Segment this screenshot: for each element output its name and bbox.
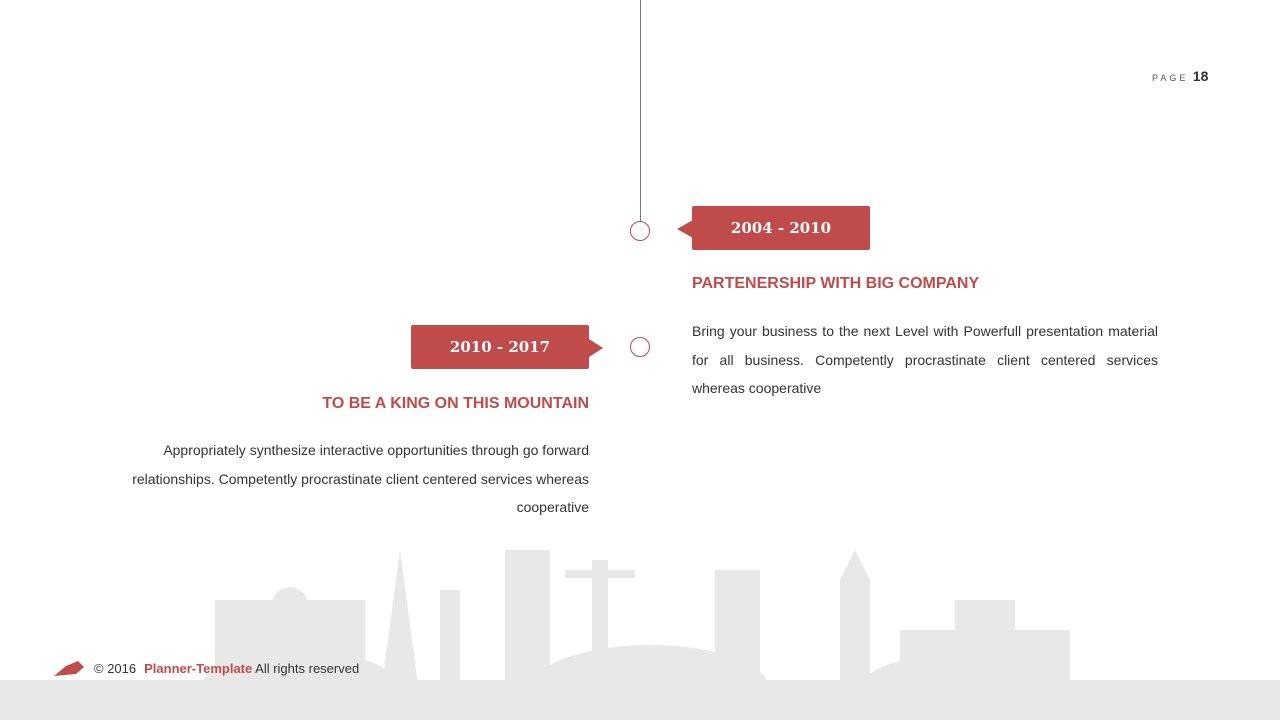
pen-nib-icon [52, 658, 86, 678]
timeline-node [630, 337, 650, 357]
year-tag: 2004 - 2010 [692, 206, 870, 250]
page-number: 18 [1192, 68, 1209, 84]
copyright: © 2016 [94, 660, 137, 676]
footer [52, 658, 359, 678]
rights-text: All rights reserved [255, 660, 360, 676]
timeline-line [640, 0, 641, 221]
tag-pointer [589, 339, 603, 357]
milestone-text: Bring your business to the next Level with Powerfull presentation material for all business. Competently procrastinate client centered services whereas cooperative [692, 323, 1158, 396]
milestone-text: Appropriately synthesize interactive opportunities through go forward relationships. Competently procrastinate client centered services whereas cooperative [132, 442, 589, 515]
page-indicator [1152, 68, 1208, 86]
timeline-node [630, 221, 650, 241]
brand-name: Planner-Template [144, 660, 253, 676]
milestone-title: TO BE A KING ON THIS MOUNTAIN [322, 395, 589, 412]
milestone-title: PARTENERSHIP WITH BIG COMPANY [692, 275, 980, 292]
city-skyline-illustration [0, 540, 1280, 720]
year-tag: 2010 - 2017 [411, 325, 589, 369]
page-label: PAGE [1152, 73, 1189, 83]
tag-pointer [677, 220, 693, 238]
